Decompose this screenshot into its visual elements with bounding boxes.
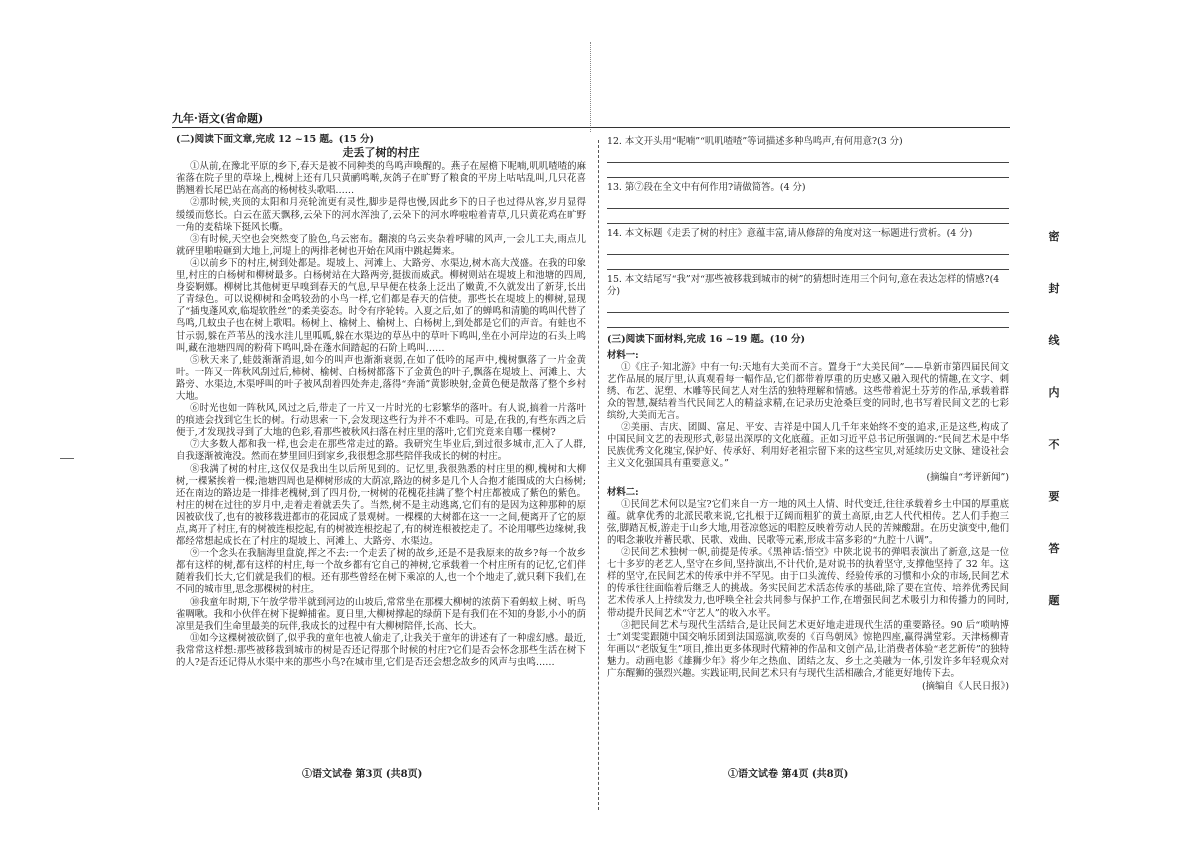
answer-line[interactable] bbox=[607, 196, 1009, 209]
right-column bbox=[607, 132, 1009, 693]
notice-char: 内 bbox=[1048, 386, 1060, 399]
answer-line[interactable] bbox=[607, 211, 1009, 224]
left-column bbox=[176, 132, 586, 669]
paragraph: ⑩我童年时期,下午放学带半就到河边的山坡后,常常坐在那棵大柳树的浓荫下看蚂蚁上树、听鸟雀啁啾。我和小伙伴在树下捉蝉捕雀。夏日里,大柳树撑起的绿荫下是有我们在不知的身影,小小的荫凉里是我们生命里最美的玩伴,我成长的过程中有大柳树陪伴,长高、长大。 bbox=[176, 596, 586, 632]
paragraph: ②美丽、吉庆、团圆、富足、平安、吉祥是中国人几千年来始终不变的追求,正是这些,构成了中国民间文艺的表现形式,彰显出深厚的文化底蕴。正如习近平总书记所强调的:“民间艺术是中华民族优秀文化瑰宝,保护好、传承好、利用好老祖宗留下来的这些宝贝,对延续历史文脉、建设社会主义文化强国具有重要意义。” bbox=[607, 422, 1009, 470]
notice-char: 题 bbox=[1048, 594, 1060, 607]
margin-mark bbox=[60, 458, 74, 459]
question-13: 13. 第⑦段在全文中有何作用?请做简答。(4 分) bbox=[607, 182, 806, 194]
right-page-footer: ①语文试卷 第4页 (共8页) bbox=[728, 769, 849, 780]
page-header: 九年·语文(省命题) bbox=[172, 112, 264, 125]
question-12: 12. 本文开头用“呢喃”“叽叽喳喳”等词描述多种鸟鸣声,有何用意?(3 分) bbox=[607, 136, 903, 147]
question-15: 15. 本文结尾写“我”对“那些被移栽到城市的树”的猜想时连用三个问句,意在表达怎样的情感?(4 分) bbox=[607, 274, 1000, 298]
answer-line[interactable] bbox=[607, 300, 1009, 313]
answer-line[interactable] bbox=[607, 315, 1009, 328]
paragraph: ①民间艺术何以是宝?它们来自一方一地的风土人情、时代变迁,往往承载着乡土中国的厚重底蕴。就拿优秀的北派民歌来说,它扎根于辽阔而粗犷的黄土高原,由艺人代代相传。艺人们手抱三弦,脚踏瓦板,游走于山乡大地,用苍凉悠远的唱腔反映着劳动人民的苦辣酸甜。在历史演变中,他们的唱念兼收并蓄民歌、民歌、戏曲、民歌等元素,形成丰富多彩的“九腔十八调”。 bbox=[607, 498, 1009, 546]
seal-line-notice bbox=[1044, 228, 1064, 644]
paragraph: ④以前乡下的村庄,树到处都是。堤坡上、河滩上、大路旁、水渠边,树木高大茂盛。在我的印象里,村庄的白杨树和柳树最多。白杨树站在大路两旁,挺拔而威武。柳树则站在堤坡上和池塘的四周,身姿婀娜。柳树比其他树更早嗅到春天的气息,早早便在枝条上泛出了嫩黄,不久就发出了新芽,长出了青绿色。可以说柳树和金鸣较劲的小鸟一样,它们都是春天的信使。那些长在堤坡上的柳树,显现了“插曳蓬风欢,临堤软胜丝”的柔美姿态。时令有序轮转。入夏之后,如了的蝉鸣和清脆的鸣叫代替了鸟鸣,几蚊虫子也在树上歌唱。杨树上、榆树上、榆树上、白杨树上,到处都是它们的声音。有蛙也不甘示弱,躲在芦苇丛的浅水洼儿里呱呱,躲在水渠边的草丛中的草叶下鸣叫,坐在小河岸边的石头上鸣叫,藏在池塘四周的粉荷下鸣叫,卧在蓬水间踏起的石阶上鸣叫…… bbox=[176, 257, 586, 354]
material-1-source: (摘编自“考评新闻”) bbox=[926, 471, 1009, 483]
answer-line[interactable] bbox=[607, 165, 1009, 178]
material-2-label: 材料二: bbox=[607, 486, 639, 498]
paragraph: ①从前,在豫北平原的乡下,春天是被不同种类的鸟鸣声唤醒的。燕子在屋檐下呢喃,叽叽喳喳的麻雀落在院子里的草垛上,槐树上还有几只黄鹂鸣啭,灰鸽子在旷野了粮食的平房上咕咕乱叫,几只花喜鹊翘着长尾巴站在高高的杨树枝头歌唱…… bbox=[176, 161, 586, 197]
notice-char: 密 bbox=[1048, 230, 1060, 243]
paragraph: ⑪如今这棵树被砍倒了,似乎我的童年也被人偷走了,让我关于童年的讲述有了一种虚幻感。最近,我常常这样想:那些被移栽到城市的树是否还记得那个时候的村庄?它们是否会怀念那些生活在树下的人?是否还记得从水渠中来的那些小鸟?在城市里,它们是否还会想念故乡的风声与虫鸣…… bbox=[176, 632, 586, 669]
notice-char: 答 bbox=[1048, 542, 1060, 555]
paragraph: ②那时候,夹顶的太阳和月亮轮流更有灵性,脚步是得也慢,因此乡下的日子也过得从容,岁月显得缓缓而悠长。白云在蓝天飘移,云朵下的河水浑浊了,云朵下的河水哗啦啦着青草,几只黄花鸡在旷野一角的麦秸垛下挺风长嘶。 bbox=[176, 197, 586, 233]
notice-char: 要 bbox=[1048, 490, 1060, 503]
section-3-title: (三)阅读下面材料,完成 16 ~19 题。(10 分) bbox=[607, 334, 806, 346]
notice-char: 封 bbox=[1048, 282, 1060, 295]
paragraph: ⑥时光也如一阵秋风,风过之后,带走了一片又一片时光的七彩繁华的落叶。有人说,搞着一片落叶的痕迹会找到它生长的树。行动思索一下,会发现这些行为并不不难吗。可是,在我的,有些东西之后便于,才发现找寻到了大地的色彩,看那些被秋风扫落在村庄里的落叶,它们究竟来自哪一棵树? bbox=[176, 403, 586, 439]
section-2-title: (二)阅读下面文章,完成 12 ~15 题。(15 分) bbox=[176, 134, 375, 145]
fold-mark-top bbox=[590, 42, 591, 132]
paragraph: ③把民间艺术与现代生活结合,是让民间艺术更好地走进现代生活的重要路径。90 后“唢呐博士”刘雯雯跟随中国交响乐团到法国巡演,吹奏的《百鸟朝凤》惊艳四座,赢得满堂彩。天津杨柳青年画以“老版复生”项目,推出更多体现时代精神的作品和文创产品,让消费者体验“老艺新传”的独特魅力。动画电影《雄狮少年》将少年之热血、团结之友、乡土之美融为一体,引发许多年轻观众对广东醒狮的强烈兴趣。实践证明,民间艺术只有与现代生活相融合,才能更好地传下去。 bbox=[607, 619, 1009, 679]
article-title: 走丢了树的村庄 bbox=[342, 146, 420, 160]
paragraph: ⑤秋天来了,蛙鼓渐渐消退,如今的叫声也渐渐衰弱,在如了低吟的尾声中,槐树飘落了一片金黄叶。一阵又一阵秋风刮过后,柿树、榆树、白杨树都落下了金黄色的叶子,飘落在堤坡上、河滩上、大路旁、水渠边,木渠呼叫的叶子被风刮着四处奔走,落得“奔涌”黄影映射,金黄色便是散落了整个乡村大地。 bbox=[176, 354, 586, 402]
left-page-footer: ①语文试卷 第3页 (共8页) bbox=[302, 769, 423, 780]
material-1-label: 材料一: bbox=[607, 349, 639, 361]
notice-char: 线 bbox=[1048, 334, 1060, 347]
answer-line[interactable] bbox=[607, 242, 1009, 255]
center-fold-line bbox=[598, 140, 599, 810]
notice-char: 不 bbox=[1048, 438, 1060, 451]
answer-line[interactable] bbox=[607, 150, 1009, 163]
paragraph: ⑦大多数人都和我一样,也会走在那些常走过的路。我研究生毕业后,到过很多城市,汇入了人群,自我逐渐被淹没。然而在梦里回归到家乡,我很想念那些陪伴我成长的树的村庄。 bbox=[176, 439, 586, 463]
paragraph: ①《庄子·知北游》中有一句:天地有大美而不言。置身于“大美民间”——阜新市第四届民间文艺作品展的展厅里,认真观看每一幅作品,它们都带着厚重的历史感又融入现代的情趣,在文字、刺绣、布艺、泥塑、木雕等民间艺人对生活的独特理解和情感。这些带着泥土芬芳的作品,承载着群众的智慧,凝结着当代民间艺人的精益求精,在记录历史沧桑巨变的同时,也书写着民间文艺的七彩缤纷,大美而无言。 bbox=[607, 361, 1009, 422]
paragraph: ⑨一个念头在我脑海里盘旋,挥之不去:一个走丢了树的故乡,还是不是我原来的故乡?每一个故乡都有这样的树,都有这样的村庄,每一个故乡都有它自己的神树,它承载着一个村庄所有的记忆,它们伴随着我们长大,它们就是我们的根。还有那些曾经在树下乘凉的人,也一个个地走了,就只剩下我们,在不同的城市里,思念那棵树的村庄。 bbox=[176, 548, 586, 596]
paragraph: ②民间艺术独树一帜,前提是传承。《黑神话:悟空》中陕北说书的弹唱表演出了新意,这是一位七十多岁的老艺人,坚守在乡间,坚持演出,不计代价,是对说书的执着坚守,支撑他坚持了 32 年。这样的坚守,在民间艺术的传承中并不罕见。由于口头流传、经验传承的习惯和小众的市场,民间艺术的传承往往面临着后继乏人的挑战。务实民间艺术活态传承的基础,除了要在宣传、培养优秀民间艺术传承人上持续发力,也呼唤全社会共同参与保护工作,在增强民间艺术吸引力和传播力的同时,带动提升民间艺术“守艺人”的收入水平。 bbox=[607, 547, 1009, 619]
question-14: 14. 本文标题《走丢了树的村庄》意蕴丰富,请从修辞的角度对这一标题进行赏析。(4 分) bbox=[607, 228, 973, 240]
header-rule bbox=[172, 127, 1010, 128]
paragraph: ⑧我满了树的村庄,这仅仅是我出生以后所见到的。记忆里,我很熟悉的村庄里的柳,槐树和大柳树,一棵紧挨着一棵;池塘四周也是柳树形成的大荫凉,路边的树多是几个人合抱才能围成的大白杨树;还在南边的路边是一排排老槐树,到了四月份,一树树的花槐花挂满了整个村庄都被成了紫色的紫色。村庄的树在过往的岁月中,走着走着就丢失了。当然,树不是主动逃离,它们有的是因为这种那种的原因被砍伐了,也有的被移栽进都市的花园成了景观树。一棵棵的大树都在这一一之间,便离开了它的原点,离开了村庄,有的树被连根挖起,有的树被连根挖起了,有的树连根被挖走了。不论用哪些边缘树,我都经常想起成长在了村庄的堤坡上、河滩上、大路旁、水渠边。 bbox=[176, 463, 586, 548]
answer-line[interactable] bbox=[607, 257, 1009, 270]
material-2-source: (摘编自《人民日报》) bbox=[922, 681, 1009, 693]
paragraph: ③有时候,天空也会突然变了脸色,乌云密布。翻滚的乌云夹杂着呼啸的风声,一会儿工夫,雨点儿就砰里啪啦砸到大地上,河堤上的两排老树也开始在风雨中跳起舞来。 bbox=[176, 233, 586, 257]
